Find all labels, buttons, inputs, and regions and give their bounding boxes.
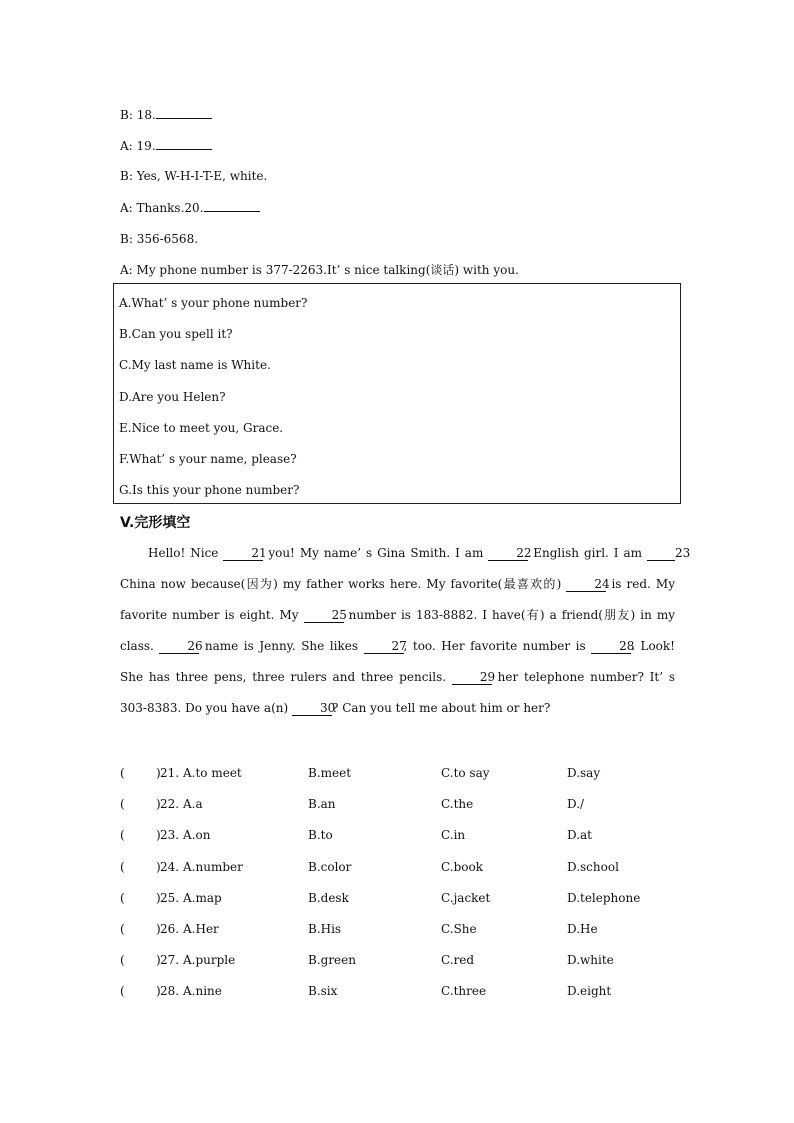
- answer-paren-close: ): [156, 984, 161, 998]
- dialogue-line-19: A: 19.: [120, 137, 212, 154]
- answer-paren-open: (: [120, 766, 125, 780]
- answer-paren-open: (: [120, 891, 125, 905]
- answer-paren-open: (: [120, 828, 125, 842]
- answer-blank-18[interactable]: [156, 106, 212, 119]
- cloze-blank-23[interactable]: 23: [647, 546, 675, 561]
- cloze-blank-29[interactable]: 29: [452, 670, 492, 685]
- choice-a[interactable]: A.to meet: [183, 766, 242, 780]
- choice-a[interactable]: A.on: [183, 828, 211, 842]
- cloze-blank-27[interactable]: 27: [364, 639, 404, 654]
- question-row: [120, 983, 680, 999]
- question-number: 23.: [160, 828, 180, 842]
- question-number: 24.: [160, 860, 180, 874]
- choice-d[interactable]: D.telephone: [567, 891, 641, 905]
- answer-paren-open: (: [120, 953, 125, 967]
- choice-d[interactable]: D.school: [567, 860, 619, 874]
- cloze-blank-25[interactable]: 25: [304, 608, 344, 623]
- choice-d[interactable]: D.He: [567, 922, 598, 936]
- cloze-blank-24[interactable]: 24: [566, 577, 606, 592]
- answer-paren-close: ): [156, 860, 161, 874]
- choice-a[interactable]: A.number: [183, 860, 243, 874]
- choice-c[interactable]: C.three: [441, 984, 487, 998]
- question-number: 28.: [160, 984, 180, 998]
- answer-paren-close: ): [156, 797, 161, 811]
- question-row: [120, 827, 680, 843]
- dialogue-line: B: Yes, W-H-I-T-E, white.: [120, 169, 268, 183]
- answer-paren-close: ): [156, 828, 161, 842]
- dialogue-line: B: 356-6568.: [120, 232, 199, 246]
- choice-b[interactable]: B.color: [308, 860, 352, 874]
- choice-b[interactable]: B.an: [308, 797, 336, 811]
- answer-paren-close: ): [156, 891, 161, 905]
- question-number: 25.: [160, 891, 180, 905]
- answer-paren-close: ): [156, 953, 161, 967]
- answer-blank-19[interactable]: [156, 137, 212, 150]
- question-row: [120, 921, 680, 937]
- answer-paren-open: (: [120, 797, 125, 811]
- choice-b[interactable]: B.meet: [308, 766, 352, 780]
- cloze-blank-30[interactable]: 30: [292, 701, 332, 716]
- choice-a[interactable]: A.map: [183, 891, 222, 905]
- choice-a[interactable]: A.Her: [183, 922, 219, 936]
- choice-c[interactable]: C.to say: [441, 766, 490, 780]
- answer-paren-open: (: [120, 984, 125, 998]
- choice-d[interactable]: D.white: [567, 953, 614, 967]
- choice-b[interactable]: B.His: [308, 922, 342, 936]
- question-number: 22.: [160, 797, 180, 811]
- option-a: A.What’ s your phone number?: [119, 296, 308, 310]
- choice-c[interactable]: C.red: [441, 953, 475, 967]
- cloze-blank-26[interactable]: 26: [159, 639, 199, 654]
- choice-c[interactable]: C.She: [441, 922, 477, 936]
- dialogue-line-18: B: 18.: [120, 106, 212, 123]
- option-c: C.My last name is White.: [119, 358, 271, 372]
- question-number: 21.: [160, 766, 180, 780]
- choice-c[interactable]: C.the: [441, 797, 474, 811]
- choice-b[interactable]: B.six: [308, 984, 338, 998]
- dialogue-line-20: A: Thanks.20.: [120, 199, 260, 216]
- choice-b[interactable]: B.desk: [308, 891, 349, 905]
- choice-d[interactable]: D.say: [567, 766, 601, 780]
- option-f: F.What’ s your name, please?: [119, 452, 297, 466]
- cloze-passage: Hello! Nice 21 you! My name’ s Gina Smith. I am 22 English girl. I am 23 China now because(因为) my father works here. My favorite(最喜欢的) 24 is red. My favorite number is eight. My 25 number is 183-8882. I have(有) a friend(朋友) in my class. 26 name is Jenny. She likes 27, too. Her favorite number is 28. Look! She has three pens, three rulers and three pencils. 29 her telephone number? It’ s 303-8383. Do you have a(n) 30? Can you tell me about him or her?: [120, 546, 691, 715]
- option-e: E.Nice to meet you, Grace.: [119, 421, 284, 435]
- cloze-blank-21[interactable]: 21: [223, 546, 263, 561]
- choice-a[interactable]: A.nine: [183, 984, 222, 998]
- dialogue-line: A: My phone number is 377-2263.It’ s nice talking(谈话) with you.: [120, 263, 519, 277]
- question-row: [120, 796, 680, 812]
- question-number: 26.: [160, 922, 180, 936]
- options-box: [113, 283, 681, 504]
- question-row: [120, 765, 680, 781]
- choice-d[interactable]: D.eight: [567, 984, 612, 998]
- choice-d[interactable]: D./: [567, 797, 585, 811]
- option-b: B.Can you spell it?: [119, 327, 233, 341]
- choice-c[interactable]: C.jacket: [441, 891, 491, 905]
- section-title: V.完形填空: [120, 515, 191, 531]
- question-row: [120, 952, 680, 968]
- question-row: [120, 890, 680, 906]
- choice-b[interactable]: B.to: [308, 828, 333, 842]
- answer-paren-close: ): [156, 922, 161, 936]
- option-g: G.Is this your phone number?: [119, 483, 300, 497]
- question-row: [120, 859, 680, 875]
- choice-a[interactable]: A.a: [183, 797, 203, 811]
- choice-d[interactable]: D.at: [567, 828, 592, 842]
- answer-paren-open: (: [120, 860, 125, 874]
- option-d: D.Are you Helen?: [119, 390, 226, 404]
- choice-a[interactable]: A.purple: [183, 953, 236, 967]
- answer-paren-open: (: [120, 922, 125, 936]
- cloze-blank-22[interactable]: 22: [488, 546, 528, 561]
- choice-c[interactable]: C.in: [441, 828, 466, 842]
- choice-b[interactable]: B.green: [308, 953, 356, 967]
- choice-c[interactable]: C.book: [441, 860, 483, 874]
- question-number: 27.: [160, 953, 180, 967]
- answer-blank-20[interactable]: [204, 199, 260, 212]
- cloze-blank-28[interactable]: 28: [591, 639, 631, 654]
- answer-paren-close: ): [156, 766, 161, 780]
